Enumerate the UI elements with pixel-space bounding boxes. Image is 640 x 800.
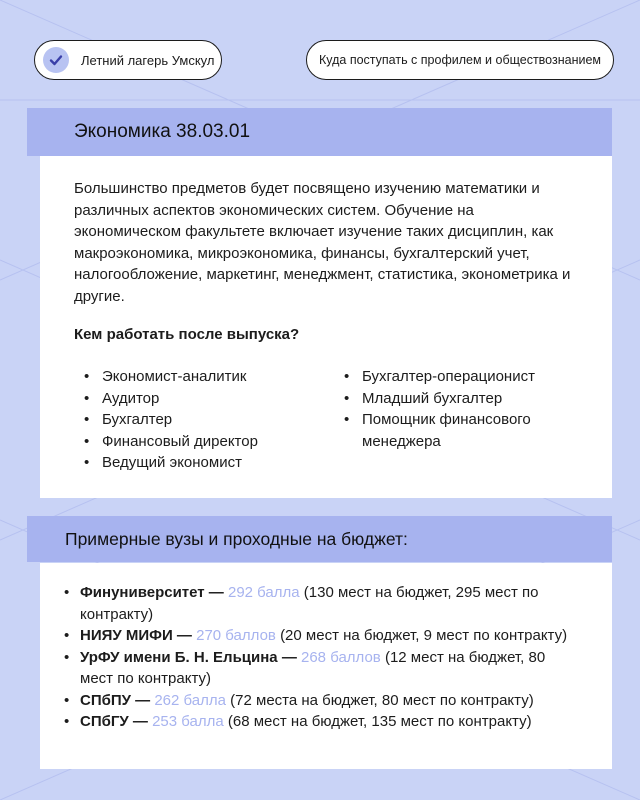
university-item: • СПбГУ — 253 балла (68 мест на бюджет, 135 мест по контракту)	[60, 711, 580, 733]
universities-card	[40, 563, 612, 769]
list-item: • Помощник финансового менеджера	[340, 409, 580, 452]
list-item: • Бухгалтер-операционист	[340, 366, 580, 388]
university-details: (72 места на бюджет, 80 мест по контракту)	[230, 691, 534, 709]
university-score: 270 баллов	[196, 627, 276, 644]
university-details: (130 мест на бюджет, 295 мест по контракту)	[80, 584, 539, 623]
university-details: (20 мест на бюджет, 9 мест по контракту)	[280, 627, 568, 644]
university-score: 262 балла	[154, 691, 226, 709]
university-name: УрФУ имени Б. Н. Ельцина	[80, 648, 278, 666]
list-item: • Младший бухгалтер	[340, 388, 580, 410]
profile-tag-label: Куда поступать с профилем и обществознанием	[318, 53, 602, 67]
program-card	[40, 108, 612, 498]
university-score: 268 баллов	[301, 648, 381, 666]
university-details: (12 мест на бюджет, 80 мест по контракту)	[80, 648, 546, 687]
university-name: СПбПУ	[80, 691, 131, 709]
careers-list-left	[80, 366, 320, 474]
university-name: Финуниверситет	[80, 584, 205, 601]
university-details: (68 мест на бюджет, 135 мест по контракту)	[227, 713, 532, 730]
university-item: • НИЯУ МИФИ — 270 баллов (20 мест на бюджет, 9 мест по контракту)	[60, 625, 580, 647]
careers-list-right	[340, 366, 580, 452]
university-name: НИЯУ МИФИ	[80, 627, 173, 644]
university-name: СПбГУ	[80, 713, 129, 730]
checkmark-icon	[43, 47, 69, 73]
program-title-bar	[27, 108, 612, 156]
list-item: • Ведущий экономист	[80, 452, 320, 474]
university-score: 292 балла	[227, 584, 300, 601]
camp-tag[interactable]	[34, 40, 222, 80]
camp-tag-label: Летний лагерь Умскул	[81, 52, 215, 68]
universities-title: Примерные вузы и проходные на бюджет:	[65, 528, 408, 549]
list-item: • Финансовый директор	[80, 431, 320, 453]
program-title: Экономика 38.03.01	[74, 121, 251, 142]
careers-heading: Кем работать после выпуска?	[74, 326, 300, 343]
profile-tag[interactable]	[306, 40, 614, 80]
university-item: • СПбПУ — 262 балла (72 места на бюджет, 80 мест по контракту)	[60, 690, 580, 712]
program-description: Большинство предметов будет посвящено изучению математики и различных аспектов экономических систем. Обучение на экономическом факультете включает изучение таких дисциплин, как макроэкономика, микроэкономика, финансы, бухгалтерский учет, налогообложение, маркетинг, менеджмент, статистика, эконометрика и другие.	[74, 180, 571, 305]
university-item: • УрФУ имени Б. Н. Ельцина — 268 баллов (12 мест на бюджет, 80 мест по контракту)	[60, 647, 580, 690]
university-item: • Финуниверситет — 292 балла (130 мест на бюджет, 295 мест по контракту)	[60, 582, 580, 625]
list-item: • Экономист-аналитик	[80, 366, 320, 388]
universities-title-bar	[27, 516, 612, 562]
university-score: 253 балла	[152, 713, 224, 730]
list-item: • Бухгалтер	[80, 409, 320, 431]
universities-list	[60, 582, 580, 733]
list-item: • Аудитор	[80, 388, 320, 410]
